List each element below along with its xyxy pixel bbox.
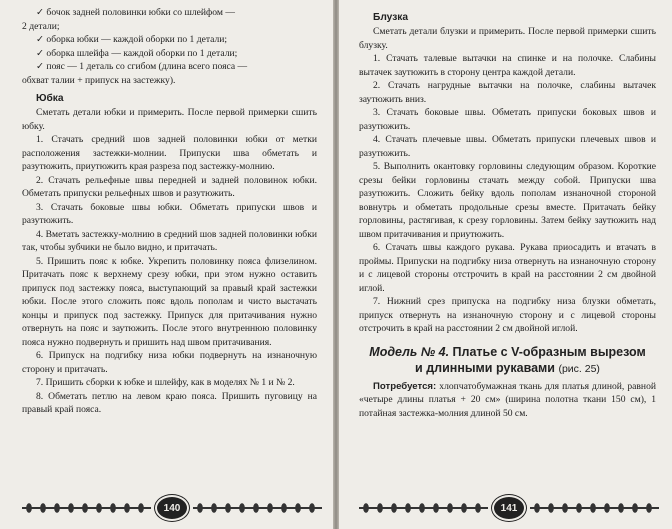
paragraph: 4. Стачать плечевые швы. Обметать припуски плечевых швов и разутюжить. bbox=[359, 134, 656, 159]
paragraph: 8. Обметать петлю на левом краю пояса. Пришить пуговицу на правый край пояса. bbox=[22, 390, 317, 415]
intro-line: ✓ пояс — 1 деталь со сгибом (длина всего пояса — bbox=[36, 61, 248, 72]
page-number: 141 bbox=[492, 495, 526, 521]
paragraph: 4. Вметать застежку-молнию в средний шов задней половинки юбки так, чтобы зубчики не было видно, и притачать. bbox=[22, 228, 317, 253]
model-name-line2: и длинными рукавами bbox=[415, 360, 555, 375]
footer-ornament bbox=[22, 497, 322, 519]
intro-line: обхват талии + припуск на застежку). bbox=[22, 74, 176, 86]
vine-ornament-icon bbox=[359, 502, 488, 514]
requirements-label: Потребуется: bbox=[373, 380, 437, 392]
paragraph: 6. Стачать швы каждого рукава. Рукава приосадить и втачать в проймы. Припуски на подгибку низа отвернуть на изнаночную сторону и с лицевой стороны отстрочить в край на расстоянии 2 см двойной иглой. bbox=[359, 242, 656, 294]
right-page bbox=[339, 0, 672, 529]
page-number: 140 bbox=[155, 495, 189, 521]
paragraph: 3. Стачать боковые швы юбки. Обметать припуски швов и разутюжить. bbox=[22, 201, 317, 226]
paragraph: 1. Стачать талевые вытачки на спинке и на полочке. Слабины вытачек заутюжить в сторону центра каждой детали. bbox=[359, 53, 656, 78]
requirements-text: хлопчатобумажная ткань для платья длиной, равной «четыре длины платья + 20 см» (ширина полотна ткани 150 см), 1 потайная застежка-молния длиной 50 см. bbox=[359, 380, 656, 419]
section-heading-blouse: Блузка bbox=[373, 12, 409, 23]
paragraph: 3. Стачать боковые швы. Обметать припуски боковых швов и разутюжить. bbox=[359, 107, 656, 132]
footer-ornament bbox=[359, 497, 659, 519]
requirements bbox=[359, 380, 656, 421]
vine-ornament-icon bbox=[22, 502, 151, 514]
model-number: Модель № 4. bbox=[369, 344, 450, 359]
left-page bbox=[0, 0, 333, 529]
vine-ornament-icon bbox=[530, 502, 659, 514]
paragraph: 7. Пришить сборки к юбке и шлейфу, как в моделях № 1 и № 2. bbox=[36, 377, 295, 388]
intro-line: ✓ бочок задней половинки юбки со шлейфом — bbox=[36, 7, 235, 18]
vine-ornament-icon bbox=[193, 502, 322, 514]
paragraph: 1. Стачать средний шов задней половинки юбки от метки расположения застежки-молнии. Припуски шва обметать и разутюжить, приутюжить края разреза под застежку-молнию. bbox=[22, 134, 317, 172]
intro-line: 2 детали; bbox=[22, 20, 60, 32]
paragraph: 7. Нижний срез припуска на подгибку низа блузки обметать, припуск отвернуть на изнаночную сторону и с лицевой стороны отстрочить в край на расстоянии 2 см двойной иглой. bbox=[359, 296, 656, 334]
paragraph: Сметать детали блузки и примерить. После первой примерки сшить блузку. bbox=[359, 26, 656, 51]
paragraph: 6. Припуск на подгибку низа юбки подвернуть на изнаночную сторону и притачать. bbox=[22, 350, 317, 375]
figure-reference: (рис. 25) bbox=[558, 362, 600, 375]
model-title bbox=[359, 344, 656, 377]
paragraph: 2. Стачать нагрудные вытачки на полочке, слабины вытачек заутюжить вниз. bbox=[359, 80, 656, 105]
intro-line: ✓ оборка шлейфа — каждой оборки по 1 детали; bbox=[36, 47, 238, 59]
paragraph: Сметать детали юбки и примерить. После первой примерки сшить юбку. bbox=[22, 107, 317, 132]
paragraph: 5. Выполнить окантовку горловины следующим образом. Короткие срезы бейки горловины стачать между собой. Припуски шва разутюжить. Сложить бейку вдоль пополам изнаночной стороной вовнутрь и обметать продольные срезы вместе. Притачать бейку горловины, растягивая, к срезу горловины. Затем бейку заутюжить над швом притачивания и приутюжить. bbox=[359, 161, 656, 240]
paragraph: 2. Стачать рельефные швы передней и задней половинок юбки. Обметать припуски рельефных швов и разутюжить. bbox=[22, 174, 317, 199]
section-heading-skirt: Юбка bbox=[36, 93, 64, 104]
intro-line: ✓ оборка юбки — каждой оборки по 1 детали; bbox=[36, 34, 228, 45]
paragraph: 5. Пришить пояс к юбке. Укрепить половинку пояса флизелином. Притачать пояс к верхнему срезу юбки, при этом нужно оставить припуск под застежку пояса, выступающий за правый край застежки юбки. После этого сложить пояс вдоль пополам и чисто выстачать концы и припуск под застежку. Припуск для притачивания нужно отвернуть на пояс и заутюжить. После этого внутреннюю половинку пояса нужно подвернуть и пришить над швом притачивания. bbox=[22, 255, 317, 348]
model-name: Платье с V-образным вырезом bbox=[452, 344, 646, 359]
